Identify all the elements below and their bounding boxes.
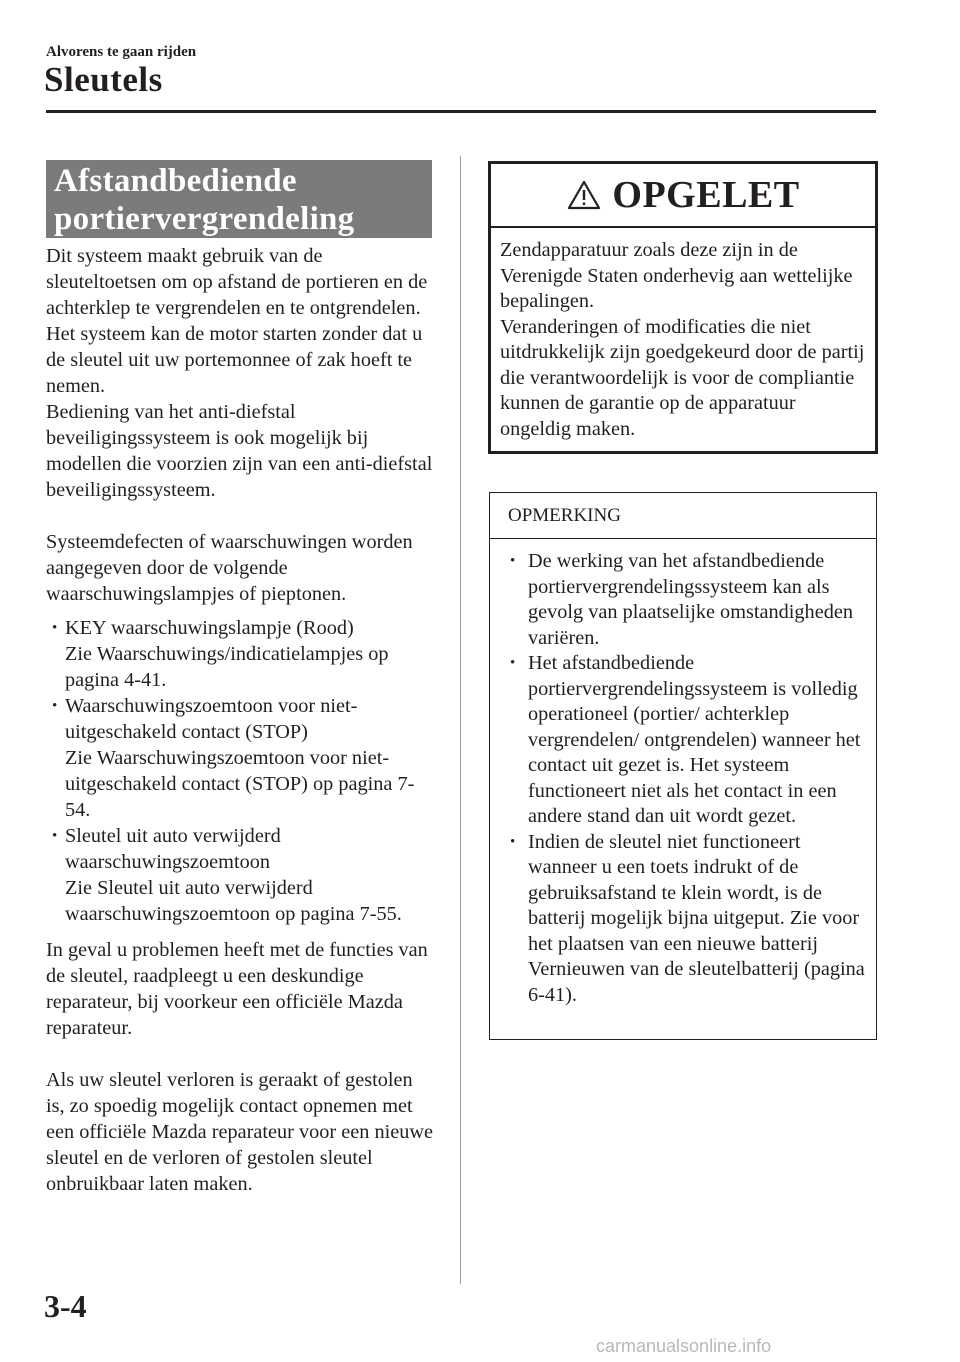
paragraph: Het systeem kan de motor starten zonder dat u de sleutel uit uw portemonnee of zak hoeft te nemen.: [46, 323, 423, 397]
chapter-title: Alvorens te gaan rijden: [46, 44, 197, 60]
list-item-reference: Zie Waarschuwings/indicatielampjes op pagina 4-41.: [65, 643, 389, 691]
caution-header: [491, 164, 875, 228]
note-item: • De werking van het afstandbediende portiervergrendelingssysteem kan als gevolg van plaatselijke omstandigheden variëren.: [506, 549, 868, 651]
list-item: [46, 693, 434, 823]
list-item: [46, 823, 434, 927]
caution-box: [488, 161, 878, 454]
section-heading: [46, 160, 432, 238]
caution-text: Zendapparatuur zoals deze zijn in de Verenigde Staten onderhevig aan wettelijke bepalingen.: [500, 239, 853, 312]
list-item: [46, 615, 434, 693]
note-item: • Het afstandbediende portiervergrendelingssysteem is volledig operationeel (portier/ achterklep vergrendelen/ ontgrendelen) wanneer het contact uit gezet is. Het systeem functioneert niet als het contact in een andere stand dan uit wordt gezet.: [506, 651, 868, 830]
list-item-reference: Zie Sleutel uit auto verwijderd waarschuwingszoemtoon op pagina 7-55.: [65, 877, 402, 925]
list-item-title: • KEY waarschuwingslampje (Rood): [65, 617, 354, 639]
watermark: carmanualsonline.info: [596, 1336, 772, 1356]
paragraph: Dit systeem maakt gebruik van de sleuteltoetsen om op afstand de portieren en de achterklep te vergrendelen en te ontgrendelen.: [46, 245, 428, 319]
note-item: • Indien de sleutel niet functioneert wanneer u een toets indrukt of de gebruiksafstand te klein wordt, is de batterij mogelijk bijna uitgeput. Zie voor het plaatsen van een nieuwe batterij Vernieuwen van de sleutelbatterij (pagina 6-41).: [506, 830, 868, 1009]
page-number: 3-4: [44, 1288, 87, 1324]
warning-triangle-icon: [566, 179, 602, 211]
note-box: [489, 492, 877, 1040]
paragraph: Bediening van het anti-diefstal beveiligingssysteem is ook mogelijk bij modellen die voorzien zijn van een anti-diefstal beveiligingssysteem.: [46, 401, 433, 501]
paragraph: Systeemdefecten of waarschuwingen worden aangegeven door de volgende waarschuwingslampjes of pieptonen.: [46, 531, 413, 605]
list-item-title: • Waarschuwingszoemtoon voor niet-uitgeschakeld contact (STOP): [65, 695, 358, 743]
paragraph: Als uw sleutel verloren is geraakt of gestolen is, zo spoedig mogelijk contact opnemen met een officiële Mazda reparateur voor een nieuwe sleutel en de verloren of gestolen sleutel onbruikbaar laten maken.: [46, 1069, 434, 1195]
caution-title: OPGELET: [612, 174, 800, 216]
header-rule: [46, 110, 876, 113]
caution-body: [491, 228, 875, 442]
note-body: [490, 539, 876, 1008]
list-item-title: • Sleutel uit auto verwijderd waarschuwingszoemtoon: [65, 825, 281, 873]
section-heading-line2: portiervergrendeling: [54, 201, 355, 237]
section-heading-line1: Afstandbediende: [54, 163, 297, 199]
note-list: [506, 549, 868, 1008]
section-title: Sleutels: [44, 60, 163, 99]
caution-text: Veranderingen of modificaties die niet uitdrukkelijk zijn goedgekeurd door de partij die verantwoordelijk is voor de compliantie kunnen de garantie op de apparatuur ongeldig maken.: [500, 315, 865, 440]
warning-list: [46, 615, 434, 927]
paragraph: In geval u problemen heeft met de functies van de sleutel, raadpleegt u een deskundige reparateur, bij voorkeur een officiële Mazda reparateur.: [46, 939, 428, 1039]
list-item-reference: Zie Waarschuwingszoemtoon voor niet-uitgeschakeld contact (STOP) op pagina 7-54.: [65, 747, 415, 821]
main-column: [46, 243, 434, 1197]
note-title: OPMERKING: [490, 493, 876, 539]
column-divider: [460, 156, 461, 1284]
